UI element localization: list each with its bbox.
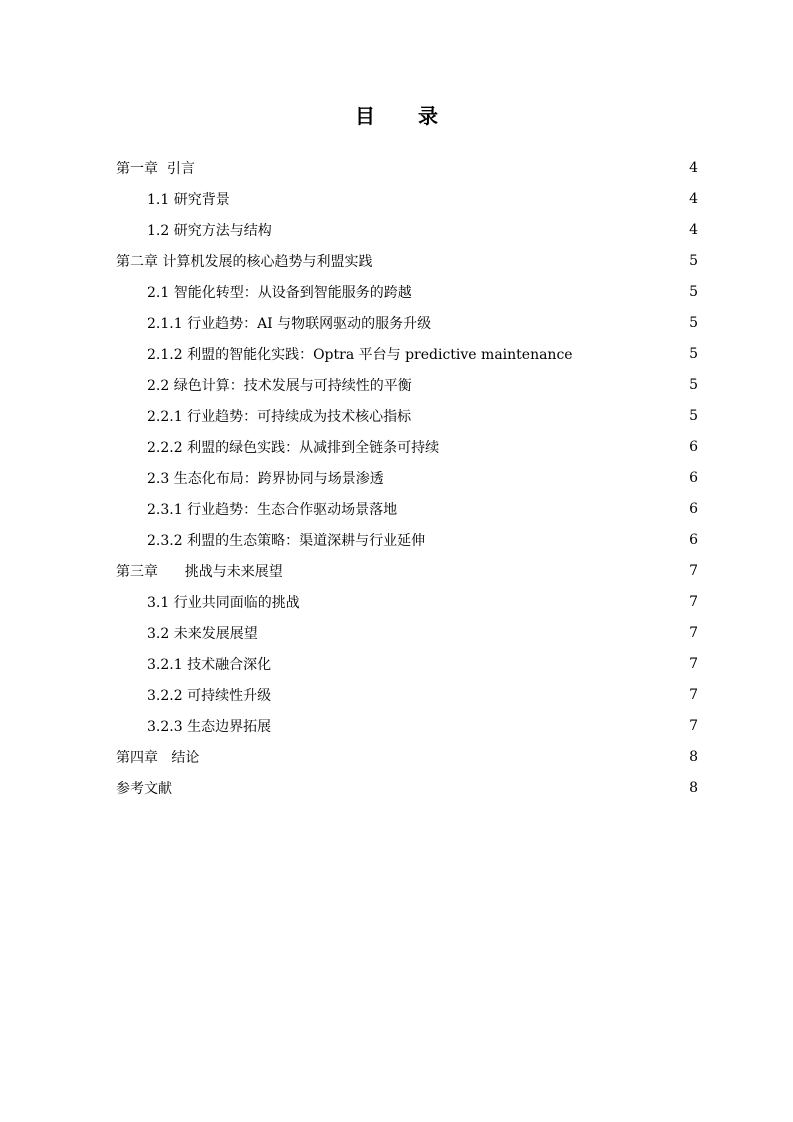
toc-entry-label: 2.2.2 利盟的绿色实践：从减排到全链条可持续 <box>147 439 440 456</box>
toc-entry[interactable] <box>116 710 698 741</box>
toc-entry-label: 第三章 挑战与未来展望 <box>116 563 283 580</box>
toc-entry-page-number: 5 <box>689 314 698 331</box>
toc-entry-label: 2.1 智能化转型：从设备到智能服务的跨越 <box>147 284 412 301</box>
toc-entry-page-number: 8 <box>689 748 698 765</box>
toc-entry-label: 第一章 引言 <box>116 160 195 177</box>
toc-entry[interactable] <box>116 524 698 555</box>
toc-entry-label: 2.3.2 利盟的生态策略：渠道深耕与行业延伸 <box>147 532 426 549</box>
toc-entry-label: 2.1.1 行业趋势：AI 与物联网驱动的服务升级 <box>147 315 432 332</box>
toc-entry[interactable] <box>116 307 698 338</box>
toc-entry-label: 3.2 未来发展展望 <box>147 625 258 642</box>
toc-dot-leader <box>275 710 685 741</box>
toc-dot-leader <box>416 276 685 307</box>
toc-entry-page-number: 7 <box>689 686 698 703</box>
toc-entry-label: 2.3.1 行业趋势：生态合作驱动场景落地 <box>147 501 398 518</box>
toc-entry[interactable] <box>116 586 698 617</box>
toc-dot-leader <box>176 772 685 803</box>
toc-entry-page-number: 6 <box>689 500 698 517</box>
toc-entry-page-number: 7 <box>689 593 698 610</box>
toc-entry-label: 3.2.3 生态边界拓展 <box>147 718 272 735</box>
toc-dot-leader <box>199 152 685 183</box>
toc-dot-leader <box>415 400 685 431</box>
toc-entry-page-number: 7 <box>689 655 698 672</box>
toc-dot-leader <box>416 369 685 400</box>
toc-entry-label: 2.3 生态化布局：跨界协同与场景渗透 <box>147 470 384 487</box>
toc-entry[interactable] <box>116 555 698 586</box>
toc-dot-leader <box>401 493 685 524</box>
toc-entry[interactable] <box>116 648 698 679</box>
toc-entry-page-number: 5 <box>689 376 698 393</box>
toc-entry[interactable] <box>116 679 698 710</box>
toc-entry[interactable] <box>116 431 698 462</box>
toc-entry-label: 3.1 行业共同面临的挑战 <box>147 594 300 611</box>
toc-entry-page-number: 6 <box>689 531 698 548</box>
toc-dot-leader <box>275 648 685 679</box>
toc-entry[interactable] <box>116 152 698 183</box>
toc-entry[interactable] <box>116 214 698 245</box>
toc-entry-page-number: 7 <box>689 562 698 579</box>
toc-entry-label: 2.2.1 行业趋势：可持续成为技术核心指标 <box>147 408 412 425</box>
toc-entry-page-number: 8 <box>689 779 698 796</box>
toc-dot-leader <box>203 741 685 772</box>
toc-entry-page-number: 4 <box>689 190 698 207</box>
toc-dot-leader <box>443 431 685 462</box>
table-of-contents <box>116 152 698 803</box>
toc-entry-page-number: 6 <box>689 469 698 486</box>
toc-entry[interactable] <box>116 338 698 369</box>
toc-entry[interactable] <box>116 400 698 431</box>
toc-dot-leader <box>287 555 685 586</box>
toc-dot-leader <box>435 307 685 338</box>
toc-dot-leader <box>388 462 685 493</box>
toc-entry[interactable] <box>116 369 698 400</box>
toc-entry-label: 参考文献 <box>116 780 172 797</box>
toc-dot-leader <box>276 214 685 245</box>
toc-entry-page-number: 5 <box>689 252 698 269</box>
toc-entry-page-number: 4 <box>689 221 698 238</box>
toc-entry-page-number: 7 <box>689 717 698 734</box>
toc-dot-leader <box>376 245 685 276</box>
toc-entry[interactable] <box>116 617 698 648</box>
toc-entry[interactable] <box>116 245 698 276</box>
toc-entry-label: 3.2.2 可持续性升级 <box>147 687 272 704</box>
toc-entry[interactable] <box>116 276 698 307</box>
toc-entry-label: 1.2 研究方法与结构 <box>147 222 272 239</box>
toc-entry[interactable] <box>116 462 698 493</box>
toc-dot-leader <box>429 524 685 555</box>
toc-entry-label: 第二章 计算机发展的核心趋势与利盟实践 <box>116 253 373 270</box>
toc-entry[interactable] <box>116 493 698 524</box>
toc-dot-leader <box>577 338 685 369</box>
toc-entry-label: 第四章 结论 <box>116 749 200 766</box>
toc-entry-page-number: 7 <box>689 624 698 641</box>
toc-entry[interactable] <box>116 772 698 803</box>
toc-entry-page-number: 5 <box>689 345 698 362</box>
toc-dot-leader <box>234 183 685 214</box>
toc-entry-page-number: 4 <box>689 159 698 176</box>
toc-entry[interactable] <box>116 183 698 214</box>
toc-entry-label: 3.2.1 技术融合深化 <box>147 656 272 673</box>
toc-entry-label: 2.1.2 利盟的智能化实践：Optra 平台与 predictive maintenance <box>147 346 573 363</box>
toc-entry-label: 1.1 研究背景 <box>147 191 230 208</box>
toc-entry-page-number: 5 <box>689 283 698 300</box>
toc-entry[interactable] <box>116 741 698 772</box>
toc-title: 目 录 <box>355 104 456 128</box>
toc-entry-page-number: 6 <box>689 438 698 455</box>
toc-dot-leader <box>275 679 685 710</box>
toc-dot-leader <box>304 586 685 617</box>
toc-entry-label: 2.2 绿色计算：技术发展与可持续性的平衡 <box>147 377 412 394</box>
toc-dot-leader <box>262 617 685 648</box>
toc-entry-page-number: 5 <box>689 407 698 424</box>
